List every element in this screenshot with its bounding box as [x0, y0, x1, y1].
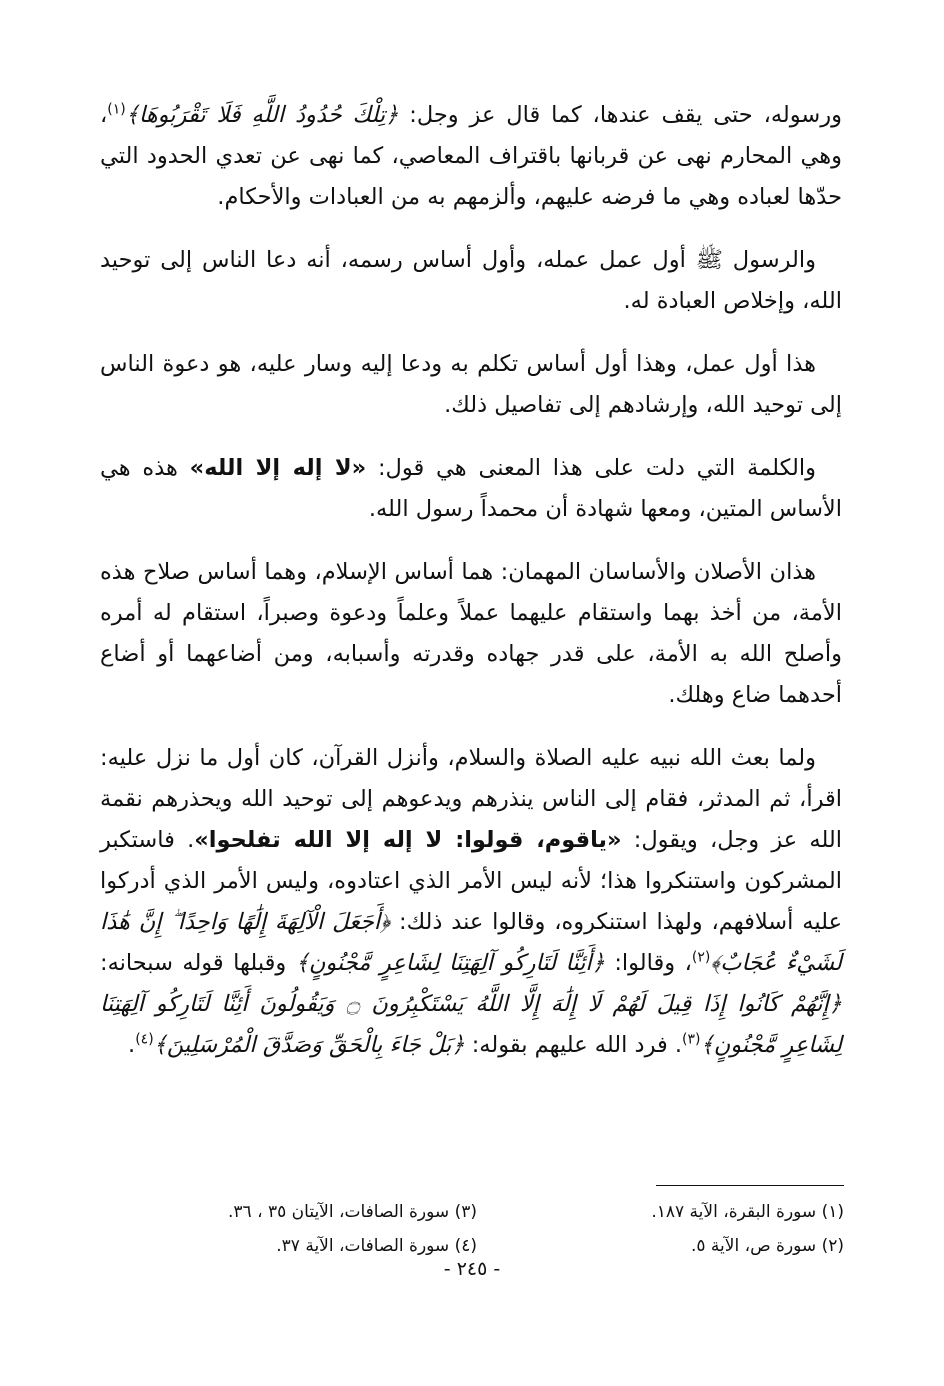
text-segment: . فرد الله عليهم بقوله:: [464, 1032, 683, 1058]
quran-verse: ﴿إِنَّهُمْ كَانُوا إِذَا قِيلَ لَهُمْ لَا إِلَٰهَ إِلَّا اللَّهُ يَسْتَكْبِرُونَ ۝ وَيَقُولُونَ أَئِنَّا لَتَارِكُو آلِهَتِنَا لِشَاعِرٍ مَّجْنُونٍ﴾: [100, 991, 842, 1058]
paragraph: [100, 240, 842, 322]
text-segment: والكلمة التي دلت على هذا المعنى هي قول:: [366, 455, 817, 481]
page-body: [100, 95, 842, 1295]
text-segment: .: [128, 1032, 136, 1058]
footnotes: [150, 1195, 844, 1263]
text-segment: هذه هي الأساس المتين، ومعها شهادة أن محمداً رسول الله.: [100, 455, 842, 522]
text-segment: وقبلها قوله سبحانه:: [100, 950, 296, 976]
paragraph: [100, 738, 842, 1066]
quran-verse: ﴿تِلْكَ حُدُودُ اللَّهِ فَلَا تَقْرَبُوهَا﴾: [125, 102, 399, 128]
text-segment: ، وقالوا:: [604, 950, 692, 976]
page-number: - ٢٤٥ -: [443, 1258, 501, 1280]
footnote-ref: (١): [107, 101, 126, 118]
text-segment: هذا أول عمل، وهذا أول أساس تكلم به ودعا إليه وسار عليه، هو دعوة الناس إلى توحيد الله، وإرشادهم إلى تفاصيل ذلك.: [100, 351, 842, 418]
bold-phrase: «ياقوم، قولوا: لا إله إلا الله تفلحوا»: [194, 827, 622, 853]
footnote: (٣) سورة الصافات، الآيتان ٣٥ ، ٣٦.: [228, 1202, 477, 1222]
text-segment: هذان الأصلان والأساسان المهمان: هما أساس الإسلام، وهما أساس صلاح هذه الأمة، من أخذ بهما واستقام عليهما عملاً وعلماً ودعوة وصبراً، استقام له أمره وأصلح الله به الأمة، على قدر جهاده وقدرته وأسبابه، ومن أضاعهما أو أضاع أحدهما ضاع وهلك.: [100, 559, 842, 708]
paragraph: [100, 552, 842, 716]
text-segment: ولما بعث الله نبيه عليه الصلاة والسلام، وأنزل القرآن، كان أول ما نزل عليه: اقرأ، ثم المدثر، فقام إلى الناس ينذرهم ويدعوهم إلى توحيد الله ويحذرهم نقمة الله عز وجل، ويقول:: [100, 745, 842, 853]
text-segment: . فاستكبر المشركون واستنكروا هذا؛ لأنه ليس الأمر الذي اعتادوه، وليس الأمر الذي أدركوا عليه أسلافهم، ولهذا استنكروه، وقالوا عند ذلك:: [100, 827, 842, 935]
paragraph: [100, 95, 842, 218]
paragraph: [100, 448, 842, 530]
footnote-ref: (٣): [682, 1031, 701, 1048]
text-segment: ، وهي المحارم نهى عن قربانها باقتراف المعاصي، كما نهى عن تعدي الحدود التي حدّها لعباده وهي ما فرضه عليهم، وألزمهم به من العبادات والأحكام.: [100, 102, 842, 210]
bold-phrase: «لا إله إلا الله»: [189, 455, 367, 481]
text-segment: والرسول ﷺ أول عمل عمله، وأول أساس رسمه، أنه دعا الناس إلى توحيد الله، وإخلاص العبادة له.: [100, 247, 842, 314]
footnote: (١) سورة البقرة، الآية ١٨٧.: [651, 1202, 844, 1222]
text-segment: ورسوله، حتى يقف عندها، كما قال عز وجل:: [398, 102, 842, 128]
footnote: (٢) سورة ص، الآية ٥.: [690, 1236, 844, 1256]
quran-verse: ﴿بَلْ جَاءَ بِالْحَقِّ وَصَدَّقَ الْمُرْسَلِينَ﴾: [153, 1032, 465, 1058]
footnote-ref: (٢): [691, 949, 711, 966]
quran-verse: ﴿أَئِنَّا لَتَارِكُو آلِهَتِنَا لِشَاعِرٍ مَّجْنُونٍ﴾: [295, 950, 605, 976]
quran-verse: ﴿أَجَعَلَ الْآلِهَةَ إِلَٰهًا وَاحِدًا ۖ إِنَّ هَٰذَا لَشَيْءٌ عُجَابٌ﴾: [100, 909, 842, 976]
footnote-divider: [656, 1185, 844, 1186]
footnote-ref: (٤): [135, 1031, 154, 1048]
paragraph: [100, 344, 842, 426]
footnote: (٤) سورة الصافات، الآية ٣٧.: [276, 1236, 477, 1256]
